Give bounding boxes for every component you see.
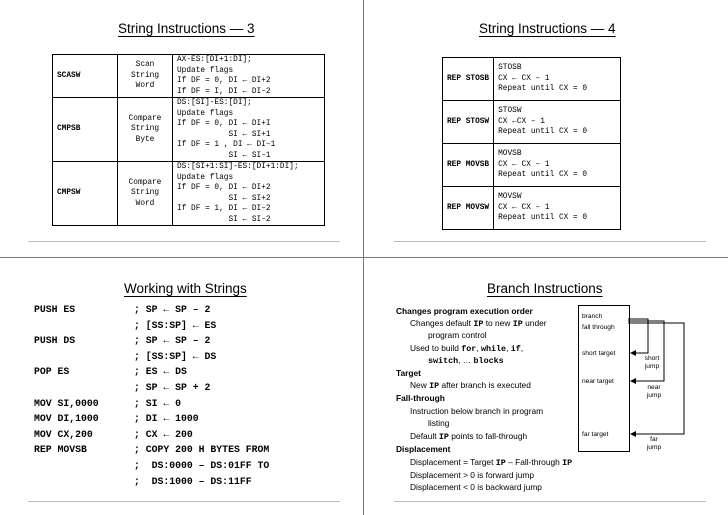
rep-expansion <box>494 101 621 144</box>
rep-mnemonic: REP STOSW <box>443 101 494 144</box>
table-row <box>443 58 621 101</box>
table-row <box>53 162 325 226</box>
code-comment: ; [SS:SP] ← DS <box>134 350 217 362</box>
table-row <box>443 187 621 230</box>
code-comment: ; SP ← SP – 2 <box>134 335 211 347</box>
instruction-effect <box>173 162 325 226</box>
instruction-mnemonic: CMPSW <box>53 162 118 226</box>
code-comment: ; COPY 200 H BYTES FROM <box>134 444 270 456</box>
instruction-description <box>118 162 173 226</box>
code-line <box>34 458 324 474</box>
bullet-target: Target <box>396 368 421 378</box>
description-line: String <box>130 71 160 80</box>
effect-line: If DF = 0, DI ← DI+2 <box>177 77 271 85</box>
code-comment: ; DS:0000 – DS:01FF TO <box>134 459 270 471</box>
rep-mnemonic: REP MOVSW <box>443 187 494 230</box>
table-row <box>443 144 621 187</box>
bullet-new-ip: New IP after branch is executed <box>410 380 531 391</box>
branch-label: branch <box>582 313 603 320</box>
effect-line: Update flags <box>177 66 234 75</box>
bullet-disp-formula: Displacement = Target IP – Fall-through IP <box>410 457 573 468</box>
expansion-line: STOSW <box>498 107 522 116</box>
short-target-label: short target <box>582 350 616 357</box>
near-jump-arrow <box>628 321 664 381</box>
code-comment: ; CX ← 200 <box>134 428 193 440</box>
short-jump-arrow <box>628 319 648 353</box>
footer-rule <box>28 501 340 502</box>
instruction-description <box>118 55 173 98</box>
effect-line: SI ← SI–2 <box>177 215 271 224</box>
slide-string-instructions-3 <box>0 0 360 253</box>
slide-divider-horizontal <box>0 257 728 258</box>
effect-line: SI ← SI+2 <box>177 194 271 203</box>
instruction-effect <box>173 55 325 98</box>
expansion-line: CX ← CX – 1 <box>498 160 550 169</box>
table-row <box>53 98 325 162</box>
rep-expansion <box>494 58 621 101</box>
expansion-line: Repeat until CX = 0 <box>498 128 588 137</box>
code-instruction: MOV SI,0000 <box>34 397 99 409</box>
far-target-label: far target <box>582 431 609 438</box>
instruction-effect <box>173 98 325 162</box>
rep-expansion <box>494 187 621 230</box>
code-line <box>34 380 324 396</box>
effect-line: Update flags <box>177 173 234 182</box>
bullet-displacement: Displacement <box>396 444 451 454</box>
expansion-line: CX ←CX – 1 <box>498 117 545 126</box>
code-instruction: REP MOVSB <box>34 444 87 456</box>
rep-mnemonic: REP STOSB <box>443 58 494 101</box>
effect-line: AX-ES:[DI+1:DI]; <box>177 56 252 64</box>
bullet-forward-jump: Displacement > 0 is forward jump <box>410 470 535 480</box>
code-line <box>34 411 324 427</box>
description-line: Word <box>135 199 155 208</box>
code-line <box>34 442 324 458</box>
rep-mnemonic: REP MOVSB <box>443 144 494 187</box>
description-line: Compare <box>128 178 162 187</box>
footer-rule <box>28 241 340 242</box>
expansion-line: Repeat until CX = 0 <box>498 214 588 223</box>
effect-line: If DF = I, DI ← DI–2 <box>177 87 271 96</box>
code-comment: ; SP ← SP + 2 <box>134 381 211 393</box>
code-comment: ; DI ← 1000 <box>134 413 199 425</box>
rep-expansion <box>494 144 621 187</box>
bullet-instruction-below: Instruction below branch in program <box>410 406 544 416</box>
description-line: Scan <box>135 61 155 70</box>
code-line <box>34 318 324 334</box>
expansion-line: Repeat until CX = 0 <box>498 85 588 94</box>
bullet-listing: listing <box>428 418 450 428</box>
slide-branch-instructions <box>366 260 726 513</box>
scas-cmps-table <box>52 54 325 226</box>
description-line: Compare <box>128 114 162 123</box>
bullet-used-to-build: Used to build for, while, if, <box>410 343 524 354</box>
code-comment: ; SI ← 0 <box>134 397 182 409</box>
bullet-fall-through: Fall-through <box>396 393 445 403</box>
code-line <box>34 474 324 490</box>
code-instruction: PUSH ES <box>34 304 76 315</box>
near-jump-label: near jump <box>646 384 662 399</box>
instruction-mnemonic: SCASW <box>53 55 118 98</box>
code-instruction: PUSH DS <box>34 335 76 347</box>
bullet-backward-jump: Displacement < 0 is backward jump <box>410 482 542 492</box>
table-row <box>53 55 325 98</box>
code-line <box>34 396 324 412</box>
code-listing <box>34 302 324 489</box>
instruction-description <box>118 98 173 162</box>
code-line <box>34 349 324 365</box>
bullet-changes: Changes program execution order <box>396 306 533 316</box>
code-comment: ; DS:1000 – DS:11FF <box>134 475 252 487</box>
code-line <box>34 302 324 318</box>
code-comment: ; ES ← DS <box>134 366 187 378</box>
slide-string-instructions-4 <box>366 0 726 253</box>
bullet-program-control: program control <box>428 330 487 340</box>
description-line: String <box>130 125 160 134</box>
jump-arrows <box>366 260 726 513</box>
description-line: String <box>130 189 160 198</box>
code-line <box>34 333 324 349</box>
expansion-line: STOSB <box>498 64 522 73</box>
expansion-line: CX ← CX – 1 <box>498 203 550 212</box>
code-instruction: POP ES <box>34 366 70 378</box>
code-line <box>34 427 324 443</box>
code-instruction: MOV DI,1000 <box>34 413 99 425</box>
expansion-line: MOVSB <box>498 150 522 159</box>
effect-line: DS:[SI+1:SI]-ES:[DI+1:DI]; <box>177 163 299 171</box>
expansion-line: MOVSW <box>498 193 522 202</box>
effect-line: Update flags <box>177 109 234 118</box>
slide-title: Branch Instructions <box>487 281 603 296</box>
slide-title: String Instructions — 4 <box>479 21 616 36</box>
code-comment: ; [SS:SP] ← ES <box>134 319 217 331</box>
far-jump-label: far jump <box>646 436 662 451</box>
bullet-default-ip: Default IP points to fall-through <box>410 431 528 442</box>
footer-rule <box>394 241 706 242</box>
slide-title: String Instructions — 3 <box>118 21 255 36</box>
fall-through-label: fall through <box>582 324 615 331</box>
short-jump-label: short jump <box>644 355 660 370</box>
expansion-line: Repeat until CX = 0 <box>498 171 588 180</box>
effect-line: If DF = 0, DI ← DI+I <box>177 120 271 128</box>
footer-rule <box>394 501 706 502</box>
instruction-mnemonic: CMPSB <box>53 98 118 162</box>
effect-line: If DF = 0, DI ← DI+2 <box>177 184 271 192</box>
effect-line: If DF = 1 , DI ← DI–1 <box>177 141 276 149</box>
effect-line: SI ← SI–1 <box>177 151 271 160</box>
description-line: Word <box>135 82 155 91</box>
bullet-block-kinds: switch, … blocks <box>428 355 504 366</box>
code-line <box>34 364 324 380</box>
near-target-label: near target <box>582 378 614 385</box>
far-jump-arrow <box>628 323 684 434</box>
bullet-changes-default-ip: Changes default IP to new IP under <box>410 318 547 329</box>
table-row <box>443 101 621 144</box>
description-line: Byte <box>135 135 155 144</box>
effect-line: SI ← SI+1 <box>177 130 271 139</box>
slide-title: Working with Strings <box>124 281 247 296</box>
effect-line: If DF = 1, DI ← DI–2 <box>177 205 271 213</box>
effect-line: DS:[SI]-ES:[DI]; <box>177 99 252 107</box>
code-comment: ; SP ← SP – 2 <box>134 304 211 315</box>
expansion-line: CX ← CX – 1 <box>498 74 550 83</box>
code-instruction: MOV CX,200 <box>34 428 93 440</box>
rep-string-table <box>442 57 621 230</box>
